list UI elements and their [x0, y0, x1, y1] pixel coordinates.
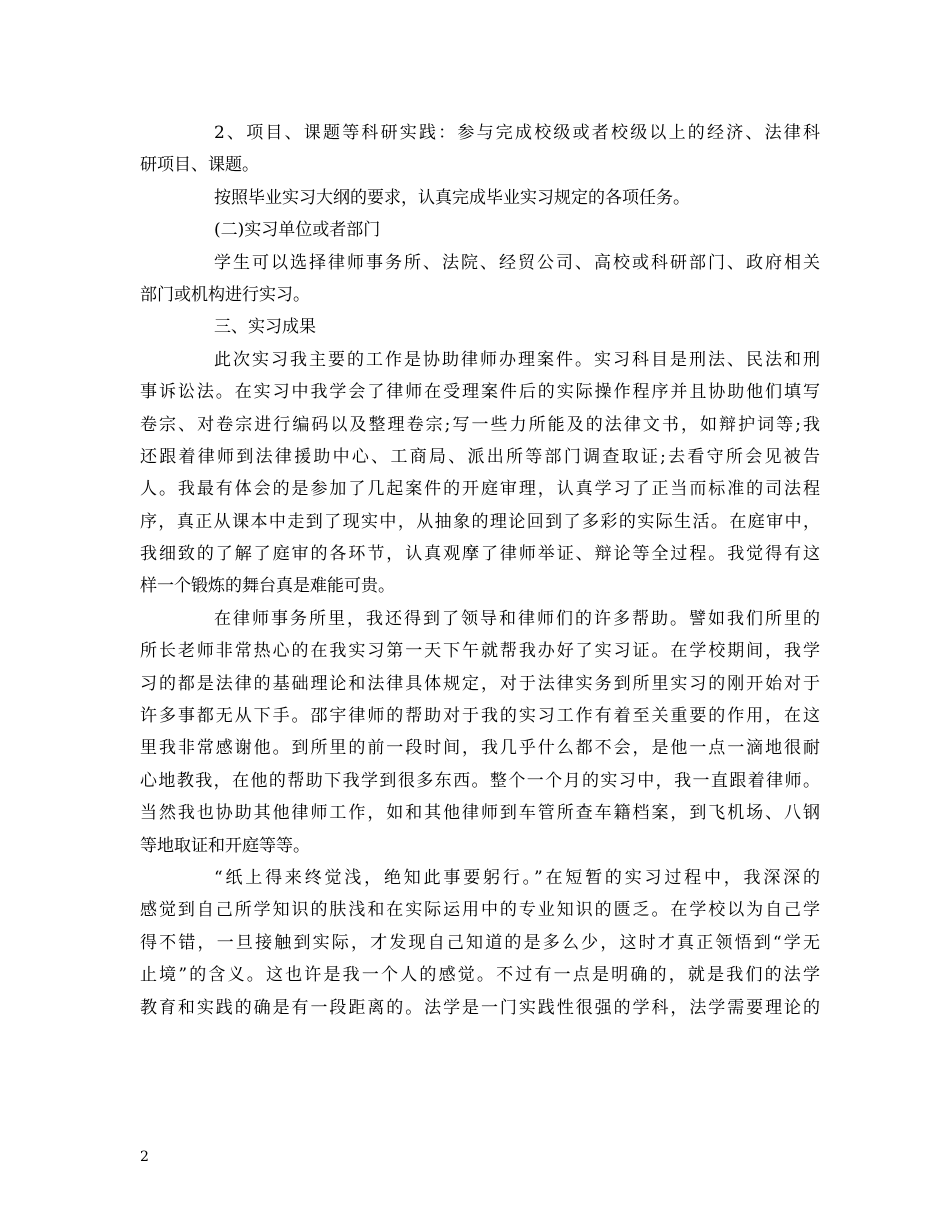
text-line: 卷宗、对卷宗进行编码以及整理卷宗;写一些力所能及的法律文书，如辩护词等;我 [140, 414, 820, 435]
text-line: 序，真正从课本中走到了现实中，从抽象的理论回到了多彩的实际生活。在庭审中， [140, 511, 820, 532]
text-line: 感觉到自己所学知识的肤浅和在实际运用中的专业知识的匮乏。在学校以为自己学 [140, 900, 820, 921]
text-line: 三、实习成果 [214, 317, 316, 338]
page-number: 2 [140, 1149, 149, 1165]
text-line: 部门或机构进行实习。 [140, 284, 310, 305]
text-line: 教育和实践的确是有一段距离的。法学是一门实践性很强的学科，法学需要理论的 [140, 997, 820, 1018]
text-line: 习的都是法律的基础理论和法律具体规定，对于法律实务到所里实习的刚开始对于 [140, 673, 820, 694]
text-line: 得不错，一旦接触到实际，才发现自己知道的是多么少，这时才真正领悟到“学无 [140, 932, 820, 953]
text-line: 事诉讼法。在实习中我学会了律师在受理案件后的实际操作程序并且协助他们填写 [140, 382, 820, 403]
text-line: 此次实习我主要的工作是协助律师办理案件。实习科目是刑法、民法和刑 [214, 349, 820, 370]
text-line: 研项目、课题。 [140, 155, 259, 176]
text-line: 还跟着律师到法律援助中心、工商局、派出所等部门调查取证;去看守所会见被告 [140, 446, 820, 467]
text-line: 所长老师非常热心的在我实习第一天下午就帮我办好了实习证。在学校期间，我学 [140, 641, 820, 662]
text-line: 在律师事务所里，我还得到了领导和律师们的许多帮助。譬如我们所里的 [214, 608, 820, 629]
text-line: 里我非常感谢他。到所里的前一段时间，我几乎什么都不会，是他一点一滴地很耐 [140, 738, 820, 759]
text-line: 心地教我，在他的帮助下我学到很多东西。整个一个月的实习中，我一直跟着律师。 [140, 770, 820, 791]
document-body [140, 117, 820, 1024]
text-line: 按照毕业实习大纲的要求，认真完成毕业实习规定的各项任务。 [214, 187, 690, 208]
text-line: 学生可以选择律师事务所、法院、经贸公司、高校或科研部门、政府相关 [214, 252, 820, 273]
text-line: 许多事都无从下手。邵宇律师的帮助对于我的实习工作有着至关重要的作用，在这 [140, 706, 820, 727]
text-line: 等地取证和开庭等等。 [140, 835, 310, 856]
text-line: (二)实习单位或者部门 [214, 220, 381, 241]
text-line: 我细致的了解了庭审的各环节，认真观摩了律师举证、辩论等全过程。我觉得有这 [140, 544, 820, 565]
text-line: 样一个锻炼的舞台真是难能可贵。 [140, 576, 395, 597]
text-line: 2、项目、课题等科研实践：参与完成校级或者校级以上的经济、法律科 [214, 123, 820, 143]
text-line: “纸上得来终觉浅，绝知此事要躬行。”在短暂的实习过程中，我深深的 [214, 867, 820, 888]
text-line: 当然我也协助其他律师工作，如和其他律师到车管所查车籍档案，到飞机场、八钢 [140, 803, 820, 824]
text-line: 止境”的含义。这也许是我一个人的感觉。不过有一点是明确的，就是我们的法学 [140, 965, 820, 986]
text-line: 人。我最有体会的是参加了几起案件的开庭审理，认真学习了正当而标准的司法程 [140, 479, 820, 500]
